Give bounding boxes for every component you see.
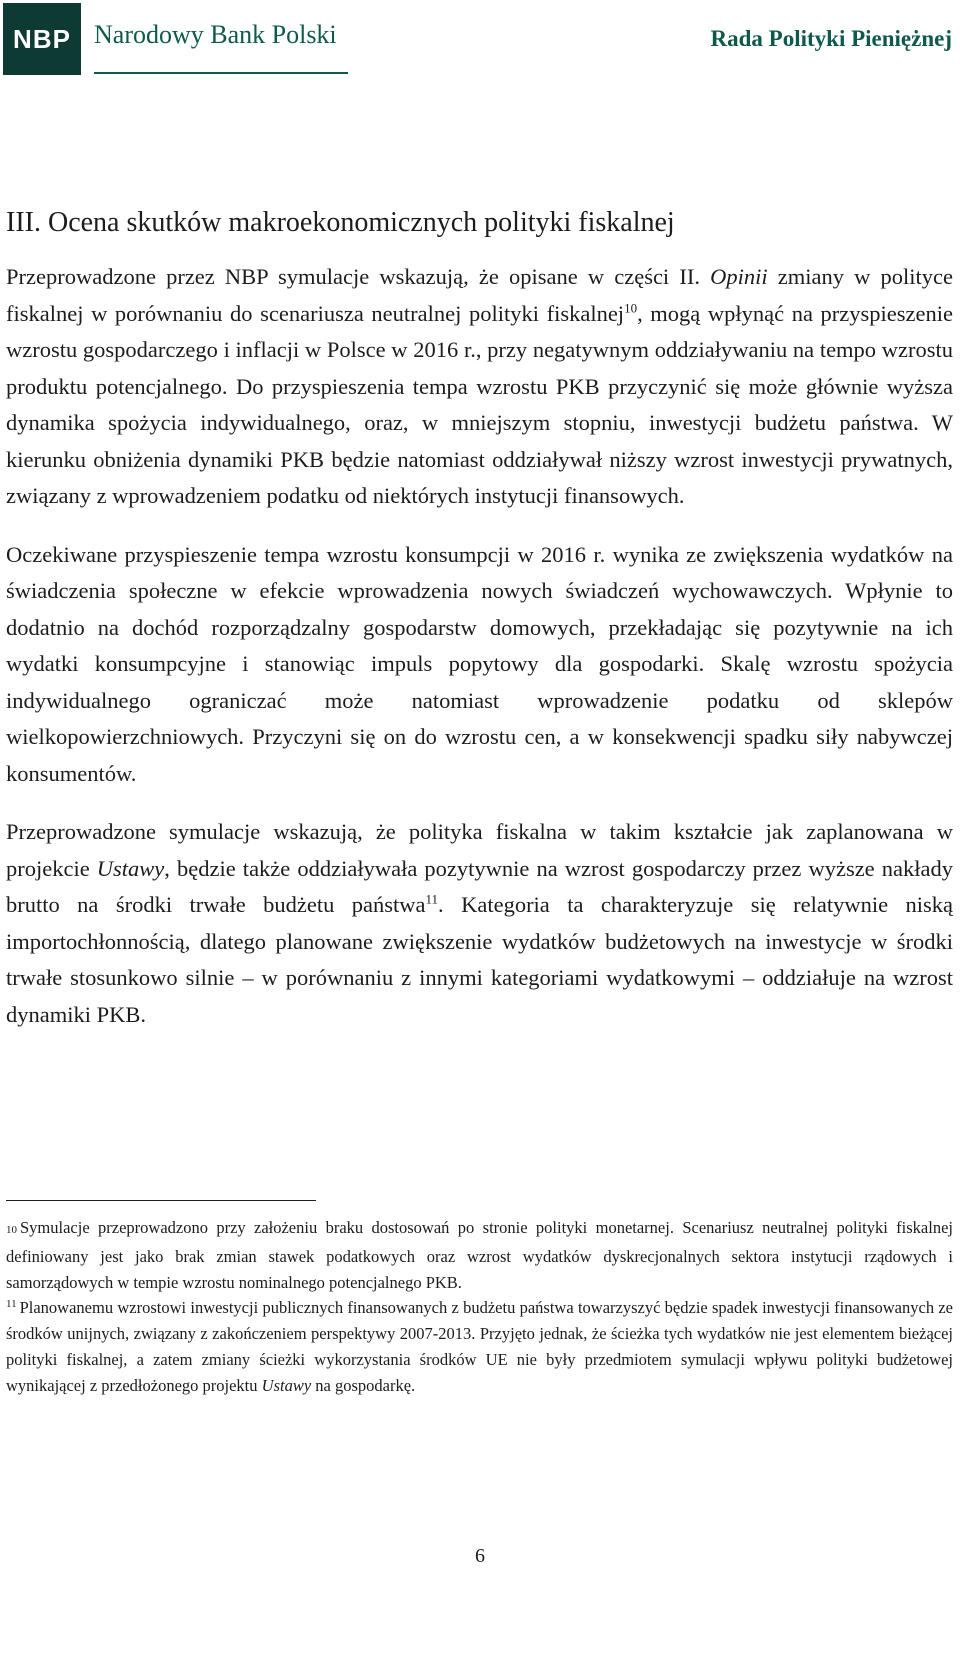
p3-text-c: , będzie także oddziaływała pozytywnie na wzrost gospodarczy przez wyższe nakłady brutto na środki trwałe budżetu państwa xyxy=(6,855,953,917)
p1-italic-opinii: Opinii xyxy=(710,264,768,289)
footnote-10-number: 10 xyxy=(6,1224,17,1236)
logo-text: NBP xyxy=(13,23,71,54)
footnote-11-text-c: na gospodarkę. xyxy=(311,1375,416,1395)
footnote-11-italic-ustawy: Ustawy xyxy=(261,1375,312,1395)
footnote-11-number: 11 xyxy=(6,1297,17,1310)
main-content xyxy=(6,205,953,1055)
p1-text-a: Przeprowadzone przez NBP symulacje wskazują, że opisane w części II. xyxy=(6,264,711,289)
section-heading: III. Ocena skutków makroekonomicznych polityki fiskalnej xyxy=(6,207,675,238)
paragraph-3 xyxy=(6,814,953,1033)
footnote-ref-10[interactable]: 10 xyxy=(624,300,638,315)
bank-name-underline xyxy=(94,72,348,74)
footnote-10 xyxy=(6,1215,953,1295)
page-number: 6 xyxy=(475,1545,485,1567)
p1-text-d: , mogą wpłynąć na przyspieszenie wzrostu gospodarczego i inflacji w Polsce w 2016 r., przy negatywnym oddziaływaniu na tempo wzrostu produktu potencjalnego. Do przyspieszenia tempa wzrostu PKB przyczynić się może głównie wyższa dynamika spożycia indywidualnego, oraz, w mniejszym stopniu, inwestycji budżetu państwa. W kierunku obniżenia dynamiki PKB będzie natomiast oddziaływał niższy wzrost inwestycji prywatnych, związany z wprowadzeniem podatku od niektórych instytucji finansowych. xyxy=(6,300,953,508)
footnote-11-text-a: Planowanemu wzrostowi inwestycji publicznych finansowanych z budżetu państwa towarzyszyć będzie spadek inwestycji finansowanych ze środków unijnych, związany z zakończeniem perspektywy 2007-2013. Przyjęto jednak, że ścieżka tych wydatków nie jest elementem bieżącej polityki fiskalnej, a zatem zmiany ścieżki wykorzystania środków UE nie były przedmiotem symulacji wpływu polityki budżetowej wynikającej z przedłożonego projektu xyxy=(6,1298,953,1395)
footnote-separator xyxy=(6,1200,316,1201)
paragraph-1 xyxy=(6,259,953,515)
council-name: Rada Polityki Pieniężnej xyxy=(710,26,952,51)
p3-text-d: . Kategoria ta charakteryzuje się relatywnie niską importochłonnością, dlatego planowane zwiększenie wydatków budżetowych na inwestycje w środki trwałe stosunkowo silnie – w porównaniu z innymi kategoriami wydatkowymi – oddziałuje na wzrost dynamiki PKB. xyxy=(6,892,953,1027)
p3-italic-ustawy: Ustawy xyxy=(96,855,165,881)
footnote-11 xyxy=(6,1295,953,1398)
footnote-10-text: Symulacje przeprowadzono przy założeniu braku dostosowań po stronie polityki monetarnej. Scenariusz neutralnej polityki fiskalnej definiowany jest jako brak zmian stawek podatkowych oraz wzrost wydatków dyskrecjonalnych sektora instytucji rządowych i samorządowych w tempie wzrostu nominalnego potencjalnego PKB. xyxy=(6,1218,953,1292)
page-header xyxy=(0,0,960,80)
p1-text-c: zmiany w polityce fiskalnej w porównaniu do scenariusza neutralnej polityki fiskalnej xyxy=(6,264,953,326)
paragraph-2: Oczekiwane przyspieszenie tempa wzrostu konsumpcji w 2016 r. wynika ze zwiększenia wydatków na świadczenia społeczne w efekcie wprowadzenia nowych świadczeń wychowawczych. Wpłynie to dodatnio na dochód rozporządzalny gospodarstw domowych, przekładając się pozytywnie na ich wydatki konsumpcyjne i stanowiąc impuls popytowy dla gospodarki. Skalę wzrostu spożycia indywidualnego ograniczać może natomiast wprowadzenie podatku od sklepów wielkopowierzchniowych. Przyczyni się on do wzrostu cen, a w konsekwencji spadku siły nabywczej konsumentów. xyxy=(6,541,953,786)
nbp-logo xyxy=(3,3,81,75)
footnotes xyxy=(6,1200,953,1399)
p3-text-a: Przeprowadzone symulacje wskazują, że polityka fiskalna w takim kształcie jak zaplanowana w projekcie xyxy=(6,819,953,881)
footnote-ref-11[interactable]: 11 xyxy=(425,891,439,907)
bank-name: Narodowy Bank Polski xyxy=(94,20,337,49)
